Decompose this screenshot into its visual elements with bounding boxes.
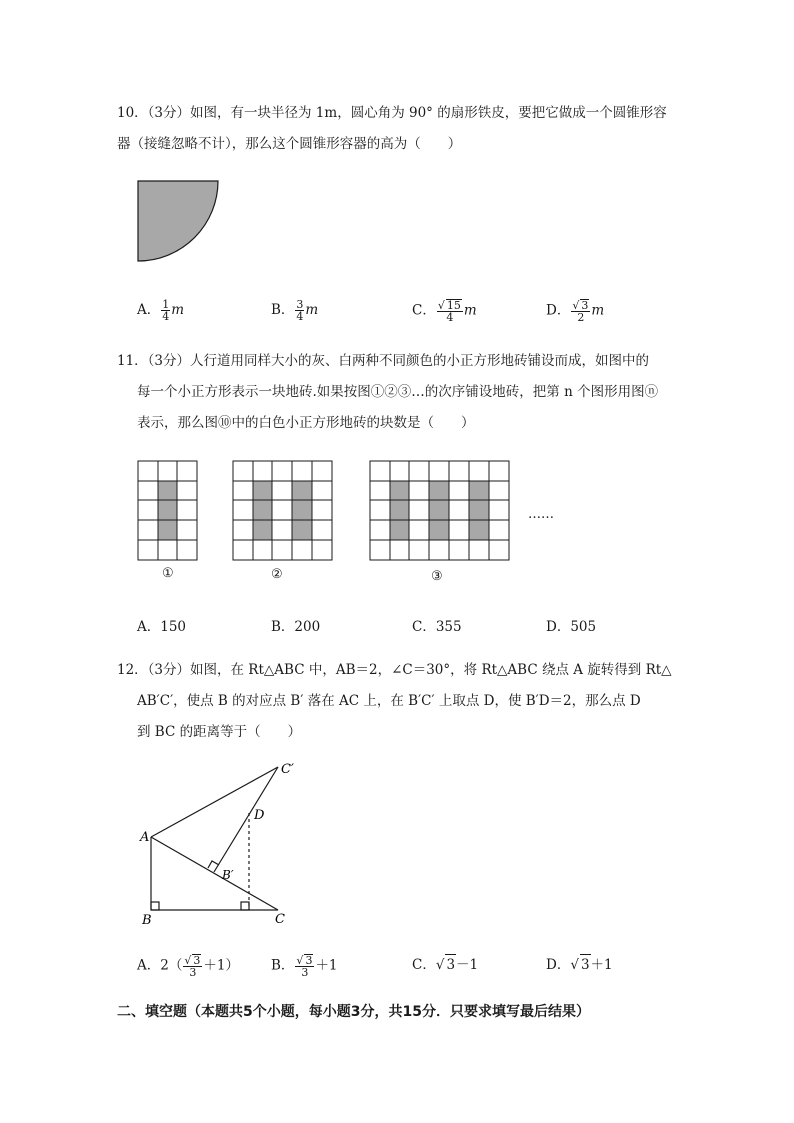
q10-option-a[interactable] <box>137 299 184 322</box>
denominator: 3 <box>301 966 309 979</box>
segment-ac <box>151 837 278 910</box>
numerator: √ 3 <box>184 954 201 967</box>
q10-sector-figure <box>136 179 226 265</box>
radicand: 3 <box>581 299 589 312</box>
radicand: 15 <box>446 299 461 312</box>
radicand: 3 <box>580 954 591 975</box>
q11-option-d[interactable]: D．505 <box>546 619 597 635</box>
segment-ac2 <box>151 767 278 837</box>
denominator: 4 <box>296 310 304 323</box>
denominator: 2 <box>577 311 585 324</box>
numerator: 3 <box>296 298 304 311</box>
point-b-label: B <box>142 913 152 928</box>
q10-option-d[interactable] <box>546 299 604 323</box>
segment-b2c2 <box>214 767 278 872</box>
unit: m <box>171 302 185 318</box>
fraction <box>295 299 304 322</box>
right-angle-foot <box>241 902 249 910</box>
q10-line2: 器（接缝忽略不计），那么这个圆锥形容器的高为（ ） <box>117 136 462 152</box>
numerator: √ 15 <box>437 299 461 312</box>
q12-option-a[interactable] <box>137 954 239 978</box>
q11-option-b[interactable]: B．200 <box>271 619 321 635</box>
tile-grid-3 <box>369 460 511 562</box>
option-prefix: B． <box>271 957 295 974</box>
option-prefix: D． <box>546 302 571 319</box>
numerator: 1 <box>162 298 170 311</box>
option-prefix: B． <box>271 302 295 318</box>
q10-option-c[interactable] <box>412 299 477 323</box>
q11-line3: 表示，那么图⑩中的白色小正方形地砖的块数是（ ） <box>137 415 475 431</box>
option-tail: －1 <box>456 957 479 973</box>
q12-option-b[interactable] <box>271 954 338 978</box>
q12-line3: 到 BC 的距离等于（ ） <box>137 724 302 740</box>
option-prefix: C． <box>412 957 436 973</box>
fraction <box>183 954 202 978</box>
denominator: 4 <box>446 311 454 324</box>
fig-label-1: ① <box>162 566 174 581</box>
q11-option-a[interactable]: A．150 <box>137 619 187 635</box>
q10-line1: 10．（3分）如图，有一块半径为 1m，圆心角为 90° 的扇形铁皮，要把它做成一个圆锥形容 <box>117 105 667 121</box>
point-d-label: D <box>254 808 265 823</box>
denominator: 3 <box>189 966 197 979</box>
tile-grid-2 <box>232 460 334 562</box>
right-angle-b <box>151 902 159 910</box>
q12-triangle-figure <box>130 755 310 930</box>
sqrt-sign: √ <box>435 957 445 973</box>
point-c-label: C <box>275 912 285 927</box>
unit: m <box>463 302 477 319</box>
option-prefix: C． <box>412 302 436 319</box>
denominator: 4 <box>162 310 170 323</box>
option-prefix: A． <box>137 302 161 318</box>
option-tail: ＋1） <box>203 957 239 974</box>
section-2-heading: 二、填空题（本题共5个小题，每小题3分，共15分．只要求填写最后结果） <box>117 1004 590 1020</box>
radicand: 3 <box>193 954 201 967</box>
q12-line2: AB′C′，使点 B 的对应点 B′ 落在 AC 上，在 B′C′ 上取点 D，使 B′D＝2，那么点 D <box>137 693 641 709</box>
option-tail: ＋1 <box>315 957 338 974</box>
fraction <box>437 299 463 323</box>
unit: m <box>305 302 319 318</box>
q10-option-b[interactable] <box>271 299 318 322</box>
numerator: √ 3 <box>572 299 589 312</box>
fraction <box>571 299 590 323</box>
fig-label-3: ③ <box>431 569 443 584</box>
q11-line2: 每一个小正方形表示一块地砖.如果按图①②③…的次序铺设地砖，把第 n 个图形用图ⓝ <box>137 384 659 400</box>
fraction <box>295 954 314 978</box>
unit: m <box>591 302 605 319</box>
numerator: √ 3 <box>296 954 313 967</box>
q11-line1: 11．（3分）人行道用同样大小的灰、白两种不同颜色的小正方形地砖铺设而成，如图中的 <box>117 353 650 369</box>
q11-option-c[interactable]: C．355 <box>412 619 462 635</box>
q12-line1: 12．（3分）如图，在 Rt△ABC 中，AB＝2，∠C＝30°，将 Rt△ABC 绕点 A 旋转得到 Rt△ <box>117 662 672 678</box>
sector-shape <box>138 181 218 261</box>
q12-option-c[interactable] <box>412 954 478 975</box>
q12-option-d[interactable] <box>546 954 613 975</box>
option-tail: ＋1 <box>590 957 613 973</box>
option-prefix: A．2（ <box>137 957 183 974</box>
grid-ellipsis: …… <box>528 507 554 522</box>
point-c2-label: C′ <box>281 762 294 777</box>
point-a-label: A <box>140 830 150 845</box>
point-b2-label: B′ <box>222 868 234 882</box>
radicand: 3 <box>305 954 313 967</box>
tile-grid-1 <box>137 460 199 562</box>
radicand: 3 <box>445 954 456 975</box>
sqrt-sign: √ <box>570 957 579 973</box>
fig-label-2: ② <box>271 567 283 582</box>
fraction <box>161 299 170 322</box>
option-prefix: D． <box>546 957 571 973</box>
